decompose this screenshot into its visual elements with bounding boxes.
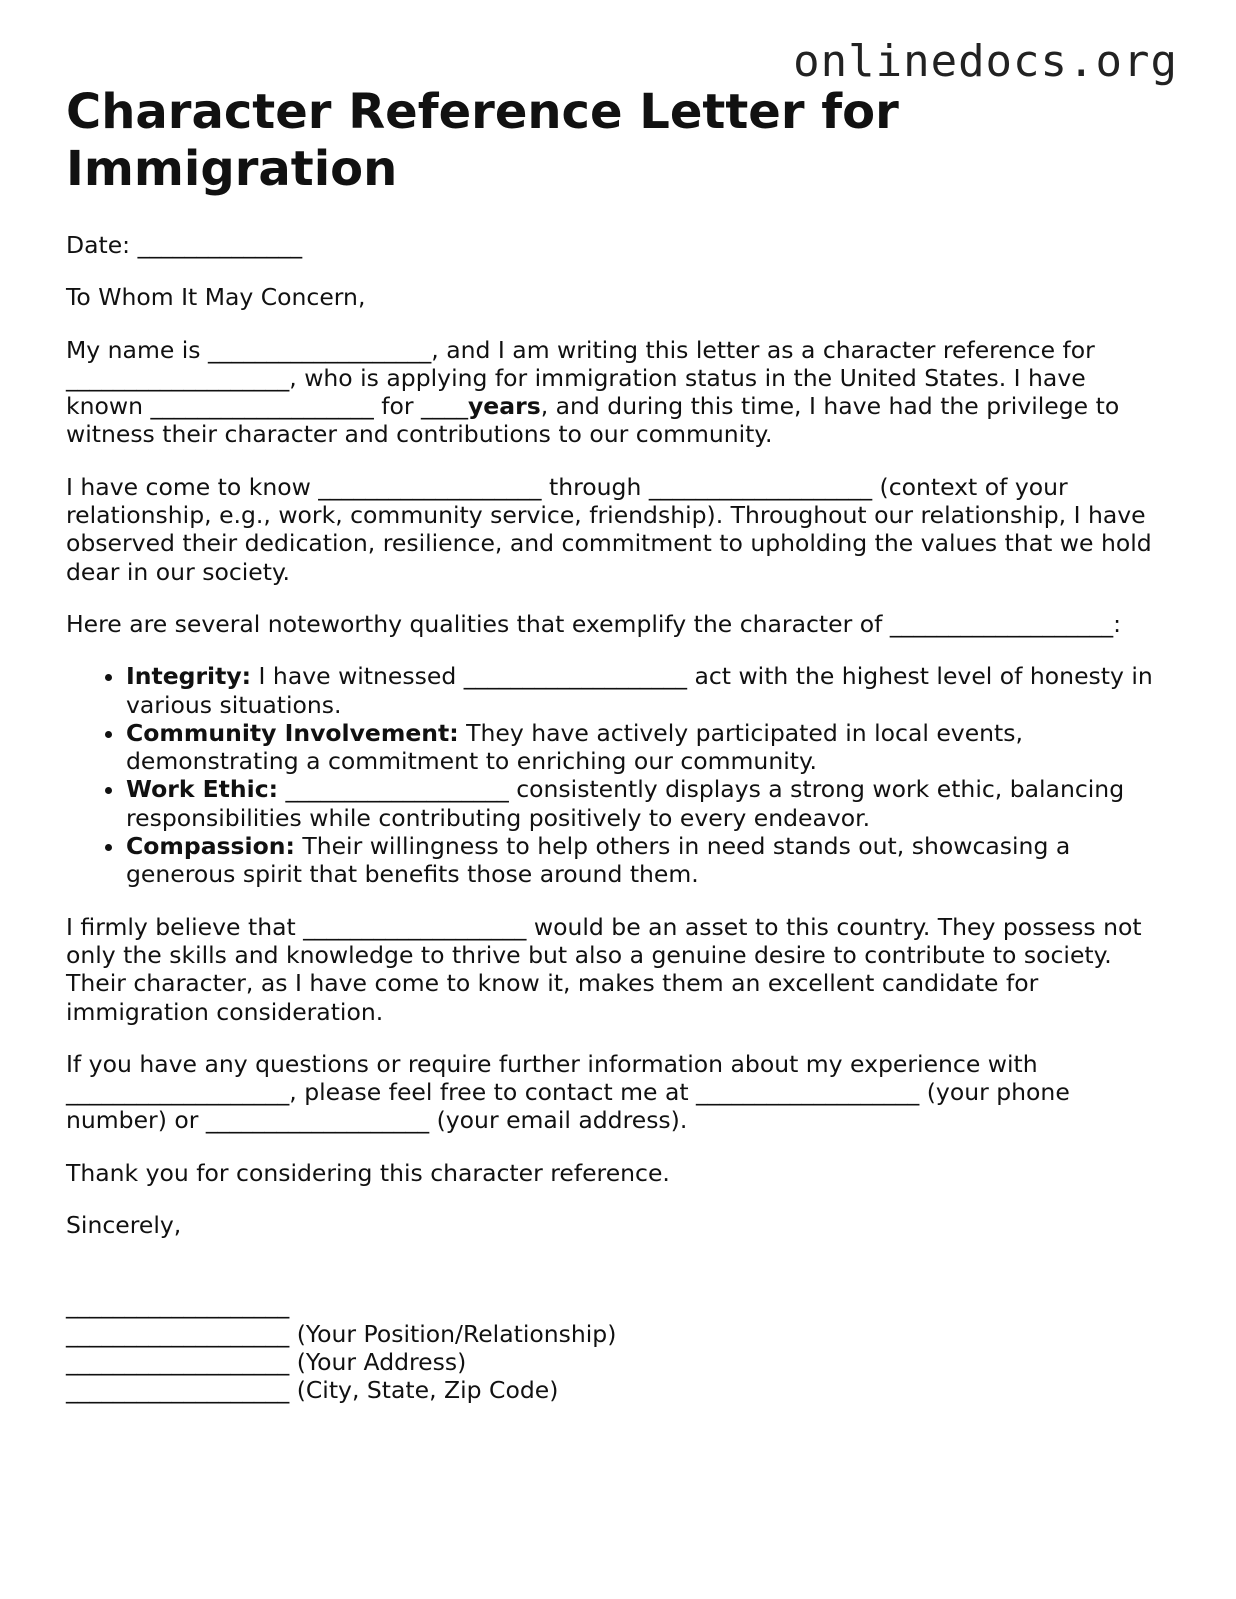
phone-blank: ___________________ bbox=[696, 1078, 920, 1107]
writer-name-blank: ___________________ bbox=[208, 335, 432, 364]
signature-block bbox=[66, 1263, 1166, 1404]
date-label: Date: bbox=[66, 231, 131, 259]
qualities-intro: Here are several noteworthy qualities that exemplify the character of ___________________: bbox=[66, 609, 1121, 638]
years-label: years bbox=[467, 392, 541, 421]
signature-name-line bbox=[66, 1291, 1166, 1319]
letter-body bbox=[66, 231, 1166, 1405]
signature-address-line: ___________________ (Your Address) bbox=[66, 1347, 467, 1376]
position-blank: ___________________ bbox=[66, 1319, 290, 1348]
qualities-list bbox=[66, 662, 1166, 888]
applicant-name-blank: ___________________ bbox=[66, 1078, 290, 1107]
applicant-name-blank: ___________________ bbox=[150, 392, 374, 421]
applicant-name-blank: ___________________ bbox=[318, 472, 542, 501]
signature-blank: ___________________ bbox=[66, 1291, 290, 1320]
years-blank: ____ bbox=[420, 392, 468, 421]
thanks-line: Thank you for considering this character reference. bbox=[66, 1158, 670, 1187]
applicant-name-blank: ___________________ bbox=[285, 775, 509, 804]
contact-paragraph: If you have any questions or require further information about my experience with ___________________, please feel free to contact me at ___________________ (your phone number) or ___________________ (your email address). bbox=[66, 1049, 1070, 1135]
context-blank: ___________________ bbox=[648, 472, 873, 501]
email-blank: ___________________ bbox=[205, 1106, 430, 1135]
date-blank: ______________ bbox=[137, 231, 303, 259]
city-blank: ___________________ bbox=[66, 1376, 290, 1405]
date-line bbox=[66, 231, 1166, 259]
asset-paragraph: I firmly believe that ___________________ would be an asset to this country. They possess not only the skills and knowledge to thrive but also a genuine desire to contribute to society. Their character, as I have come to know it, makes them an excellent candidate for immigration consideration. bbox=[66, 912, 1142, 1026]
closing: Sincerely, bbox=[66, 1211, 182, 1240]
relationship-paragraph: I have come to know ___________________ through ___________________ (context of your relationship, e.g., work, community service, friendship). Throughout our relationship, I have observed their dedication, resilience, and commitment to upholding the values that we hold dear in our society. bbox=[66, 472, 1152, 586]
list-item-compassion: • Compassion: Their willingness to help others in need stands out, showcasing a generous spirit that benefits those around them. bbox=[126, 832, 1166, 889]
applicant-name-blank: ___________________ bbox=[303, 912, 527, 941]
applicant-name-blank: ___________________ bbox=[889, 609, 1114, 638]
watermark: onlinedocs.org bbox=[793, 36, 1178, 87]
list-item-work-ethic: • Work Ethic: ___________________ consistently displays a strong work ethic, balancing responsibilities while contributing positively to every endeavor. bbox=[126, 775, 1166, 832]
address-blank: ___________________ bbox=[66, 1347, 290, 1376]
signature-city-line: ___________________ (City, State, Zip Code) bbox=[66, 1376, 559, 1405]
salutation: To Whom It May Concern, bbox=[66, 283, 366, 312]
signature-position-line: ___________________ (Your Position/Relationship) bbox=[66, 1319, 617, 1348]
applicant-name-blank: ___________________ bbox=[66, 363, 290, 392]
intro-paragraph: My name is ___________________, and I am writing this letter as a character reference for ___________________, who is applying for immigration status in the United States. I have known ___________________ for ____years, and during this time, I have had the privilege to witness their character and contributions to our community. bbox=[66, 335, 1120, 449]
applicant-name-blank: ___________________ bbox=[463, 662, 687, 691]
list-item-integrity: • Integrity: I have witnessed ___________________ act with the highest level of honesty in various situations. bbox=[126, 662, 1166, 719]
page-title: Character Reference Letter for Immigration bbox=[66, 84, 899, 197]
list-item-community: • Community Involvement: They have actively participated in local events, demonstrating a commitment to enriching our community. bbox=[126, 719, 1166, 776]
